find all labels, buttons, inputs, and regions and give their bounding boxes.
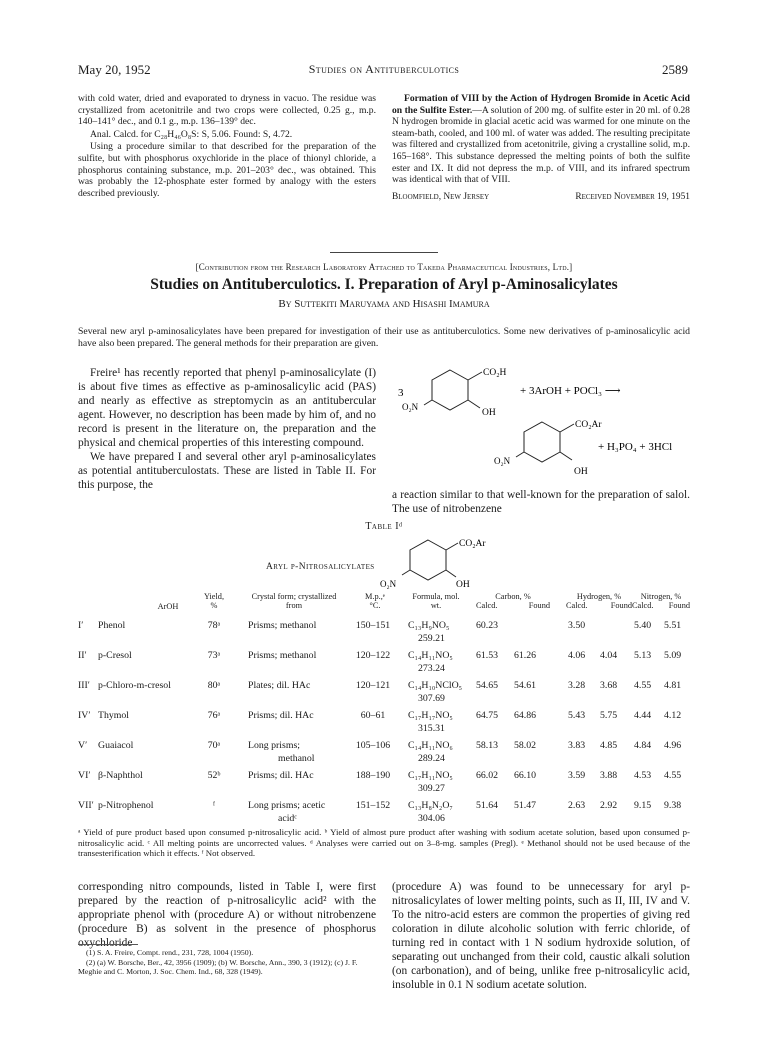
cell-h-calc: 3.83 [568, 740, 586, 751]
prev-paragraph: with cold water, dried and evaporated to dryness in vacuo. The residue was crystallized from acetonitrile and two crops were collected, 0.25 g., m.p. 140–141° dec., and 0.1 g., m.p. 136–139° dec. [78, 93, 376, 128]
cell-h-calc: 3.59 [568, 770, 586, 781]
cell-c-calc: 64.75 [476, 710, 499, 721]
cell-crystal-cont: acidᶜ [278, 813, 297, 824]
cell-n-calc: 4.84 [634, 740, 652, 751]
cell-h-found: 3.88 [600, 770, 618, 781]
running-title: Studies on Antituberculotics [308, 62, 460, 76]
header-hydrogen: Hydrogen, % [576, 592, 622, 601]
intro-paragraph-1: Freire¹ has recently reported that phenyl p-aminosalicylate (I) is about five times as effective as p-aminosalicylic acid (PAS) and nearly as effective as streptomycin as an antitubercular agent. However, no description has been made by him of, and no record is present in the literature on, the preparation and the physical and chemical properties of this interesting compound. [78, 367, 376, 449]
intro-right-text: a reaction similar to that well-known for the preparation of salol. The use of nitrobenzene [392, 489, 690, 515]
header-found: Found [528, 601, 550, 611]
cell-formula: C₁₄H₁₀NClO₅ [408, 680, 463, 691]
cell-yield: ᶠ [212, 800, 216, 811]
cell-aroh: Phenol [98, 620, 126, 631]
cell-crystal: Prisms; dil. HAc [248, 710, 314, 721]
cell-no: III′ [78, 680, 90, 691]
cell-mol-wt: 309.27 [418, 783, 445, 794]
cell-c-found: 54.61 [514, 680, 537, 691]
cell-crystal: Prisms; methanol [248, 650, 317, 661]
article-title: Studies on Antituberculotics. I. Preparation of Aryl p-Aminosalicylates [150, 276, 618, 293]
byproducts-text: + H₃PO₄ + 3HCl [598, 441, 673, 453]
cell-aroh: Guaiacol [98, 740, 134, 751]
table-row [78, 650, 690, 680]
cell-c-calc: 58.13 [476, 740, 499, 751]
header-yield: Yield, % [203, 592, 225, 611]
header-calcd: Calcd. [632, 601, 654, 611]
cell-crystal: Plates; dil. HAc [248, 680, 311, 691]
cell-h-found: 4.04 [600, 650, 618, 661]
reactant-oh-label: OH [482, 408, 496, 418]
cell-h-calc: 2.63 [568, 800, 586, 811]
table-benzene-ring [402, 540, 458, 580]
intro-paragraph-2: We have prepared I and several other aryl p-aminosalicylates as potential antituberculostats. These are listed in Table II. For this purpose, the [78, 451, 376, 491]
cell-h-calc: 5.43 [568, 710, 586, 721]
cell-formula: C₁₃H₈N₂O₇ [408, 800, 453, 811]
cell-mol-wt: 273.24 [418, 663, 445, 674]
prev-paragraph: Using a procedure similar to that described for the preparation of the sulfite, but with phosphorus oxychloride in the place of thionyl chloride, a phosphorus containing substance, m.p. 201–203° dec., was obtained. This was probably the 12-phosphate ester formed by analogy with the esters described previously. [78, 141, 376, 199]
cell-aroh: p-Nitrophenol [98, 800, 154, 811]
footnote-rule [78, 944, 138, 945]
cell-yield: 76ᵃ [207, 710, 221, 721]
abstract: Several new aryl p-aminosalicylates have been prepared for investigation of their use as antituberculotics. Some new derivatives of p-aminosalicylic acid have also been prepared. The general methods for their preparation are given. [78, 326, 690, 349]
cell-c-calc: 61.53 [476, 650, 499, 661]
cell-c-calc: 60.23 [476, 620, 499, 631]
cell-n-found: 4.12 [664, 710, 682, 721]
header-carbon: Carbon, % [495, 592, 531, 601]
reference-item: (1) S. A. Freire, Compt. rend., 231, 728, 1004 (1950). [86, 948, 254, 957]
cell-mp: 150–151 [355, 620, 391, 631]
cell-c-found: 58.02 [514, 740, 537, 751]
cell-h-calc: 3.50 [568, 620, 586, 631]
received-date: Received November 19, 1951 [575, 191, 690, 202]
affiliation-place: Bloomfield, New Jersey [392, 191, 490, 202]
cell-no: IV′ [78, 710, 91, 721]
cell-mol-wt: 315.31 [418, 723, 445, 734]
product-o2n-label: O₂N [494, 456, 511, 466]
cell-mp: 120–122 [355, 650, 391, 661]
table-co2ar-label: CO₂Ar [459, 539, 486, 549]
product-benzene-ring [516, 422, 574, 462]
cell-formula: C₁₇H₁₁NO₅ [408, 770, 453, 781]
table-footnotes: ᵃ Yield of pure product based upon consumed p-nitrosalicylic acid. ᵇ Yield of almost pure product after washing with sodium acetate solution, based upon consumed p-nitrosalicylic acid. ᶜ All melting points are uncorrected values. ᵈ Analyses were carried out on 3–8-mg. samples (Pregl). ᵉ Methanol should not be used because of the transesterification which it effects. ᶠ Not observed. [78, 827, 690, 858]
header-formula: Formula, mol. wt. [412, 592, 460, 611]
table-label: Table Iᵈ [365, 521, 403, 532]
bottom-left-text: corresponding nitro compounds, listed in Table I, were first prepared by the reaction of p-nitrosalicylic acid² with the appropriate phenol with (procedure A) or without nitrobenzene (procedure B) as solvent in the presence of phosphorus oxychloride [78, 881, 376, 949]
prev-article-right-column [392, 93, 690, 203]
cell-yield: 73ᵃ [207, 650, 221, 661]
cell-mol-wt: 304.06 [418, 813, 445, 824]
cell-crystal: Long prisms; [248, 740, 300, 751]
table-row [78, 740, 690, 770]
intro-left-column [78, 366, 376, 492]
cell-aroh: p-Cresol [98, 650, 132, 661]
cell-n-found: 4.81 [664, 680, 682, 691]
table-row [78, 710, 690, 740]
header-found: Found [668, 601, 690, 611]
references [78, 948, 376, 977]
cell-mp: 120–121 [355, 680, 391, 691]
cell-aroh: β-Naphthol [98, 770, 143, 781]
table-structure [348, 532, 508, 596]
table-oh-label: OH [456, 580, 470, 590]
cell-formula: C₁₃H₉NO₅ [408, 620, 450, 631]
cell-h-calc: 4.06 [568, 650, 586, 661]
product-oh-label: OH [574, 467, 588, 477]
cell-mp: 60–61 [360, 710, 386, 721]
cell-h-found: 4.85 [600, 740, 618, 751]
cell-crystal: Prisms; methanol [248, 620, 317, 631]
header-date: May 20, 1952 [78, 62, 151, 77]
contribution-line: [Contribution from the Research Laboratory Attached to Takeda Pharmaceutical Industries, Ltd.] [195, 262, 573, 272]
cell-h-found: 3.68 [600, 680, 618, 691]
header-calcd: Calcd. [476, 601, 498, 611]
header-found: Found [610, 601, 632, 611]
prev-section-text: —A solution of 200 mg. of sulfite ester in 20 ml. of 0.28 N hydrogen bromide in glacial acetic acid was warmed for one minute on the steam-bath, cooled, and 100 ml. of water was added. The resulting precipitate was filtered and crystallized from acetonitrile, giving a crystalline solid, m.p. 165–168°. This substance depressed the melting points of both the sulfite ester and IX. It did not depress the m.p. of VIII, and its infrared spectrum was identical with that of VIII. [392, 104, 690, 186]
table-row [78, 680, 690, 710]
cell-n-found: 4.55 [664, 770, 682, 781]
cell-crystal-cont: methanol [278, 753, 315, 764]
cell-yield: 70ᵃ [207, 740, 221, 751]
cell-c-calc: 54.65 [476, 680, 499, 691]
table-body [78, 620, 690, 830]
cell-c-calc: 51.64 [476, 800, 499, 811]
reagents-text: + 3ArOH + POCl₃ ⟶ [520, 385, 621, 397]
cell-mp: 188–190 [355, 770, 391, 781]
cell-no: VII′ [78, 800, 94, 811]
prev-section-heading: Formation of VIII by the Action of Hydrogen Bromide in Acetic Acid on the Sulfite Ester. [392, 93, 690, 116]
reference-item: (2) (a) W. Borsche, Ber., 42, 3956 (1909); (b) W. Borsche, Ann., 390, 3 (1912); (c) J. F. Meghie and C. Morton, J. Soc. Chem. Ind., 68, 328 (1949). [78, 957, 358, 977]
cell-yield: 80ᵃ [207, 680, 221, 691]
cell-n-calc: 4.55 [634, 680, 652, 691]
cell-h-calc: 3.28 [568, 680, 586, 691]
cell-no: I′ [78, 620, 84, 631]
table-o2n-label: O₂N [380, 579, 397, 589]
cell-c-found: 66.10 [514, 770, 537, 781]
table-row [78, 620, 690, 650]
cell-n-calc: 9.15 [634, 800, 652, 811]
header-crystal-form: Crystal form; crystallized from [251, 592, 337, 611]
cell-yield: 78ᵃ [207, 620, 221, 631]
reactant-o2n-label: O₂N [402, 402, 419, 412]
cell-h-found: 5.75 [600, 710, 618, 721]
table-row [78, 770, 690, 800]
reaction-scheme [390, 360, 700, 488]
cell-n-found: 5.09 [664, 650, 682, 661]
reactant-benzene-ring [424, 370, 482, 410]
header-mp: M.p.,ᵉ °C. [365, 592, 385, 611]
article-divider [330, 252, 438, 253]
cell-c-calc: 66.02 [476, 770, 499, 781]
product-co2ar-label: CO₂Ar [575, 420, 602, 430]
reactant-coefficient: 3 [398, 387, 404, 399]
header-calcd: Calcd. [566, 601, 588, 611]
cell-aroh: p-Chloro-m-cresol [98, 680, 171, 691]
cell-c-found: 51.47 [514, 800, 537, 811]
header-aroh: ArOH [157, 602, 179, 611]
cell-n-calc: 4.44 [634, 710, 652, 721]
cell-yield: 52ᵇ [207, 770, 221, 781]
cell-mol-wt: 259.21 [418, 633, 445, 644]
page-number: 2589 [662, 62, 688, 77]
table-row [78, 800, 690, 830]
cell-no: VI′ [78, 770, 91, 781]
cell-h-found: 2.92 [600, 800, 618, 811]
prev-analysis: Anal. Calcd. for C₂₈H₄₆O₈S: S, 5.06. Found: S, 4.72. [90, 128, 293, 140]
bottom-right-text: (procedure A) was found to be unnecessary for aryl p-nitrosalicylates of lower melting points, such as II, III, IV and V. To the nitro-acid esters are common the properties of giving red coloration in dilute alcoholic solution with ferric chloride, of turning red in contact with 1 N sodium hydroxide solution, of separating out unchanged from their cold, caustic alkali solution (on carbonation), and of being, unlike free p-nitrosalicylic acid, insoluble in 0.1 N sodium acetate solution. [392, 881, 690, 991]
table-header [78, 592, 690, 618]
cell-n-found: 4.96 [664, 740, 682, 751]
cell-mol-wt: 307.69 [418, 693, 445, 704]
cell-mp: 151–152 [355, 800, 391, 811]
cell-n-calc: 5.13 [634, 650, 652, 661]
cell-no: V′ [78, 740, 88, 751]
reactant-co2h-label: CO₂H [483, 368, 507, 378]
table-subtitle: Aryl p-Nitrosalicylates [266, 562, 375, 572]
cell-n-found: 9.38 [664, 800, 682, 811]
prev-article-left-column [78, 93, 376, 199]
cell-n-calc: 4.53 [634, 770, 652, 781]
cell-c-found: 61.26 [514, 650, 537, 661]
cell-crystal: Long prisms; acetic [248, 800, 326, 811]
cell-formula: C₁₇H₁₇NO₅ [408, 710, 453, 721]
cell-c-found: 64.86 [514, 710, 537, 721]
cell-formula: C₁₄H₁₁NO₆ [408, 740, 453, 751]
byline: By Suttekiti Maruyama and Hisashi Imamura [278, 298, 490, 310]
cell-mp: 105–106 [355, 740, 391, 751]
cell-aroh: Thymol [98, 710, 130, 721]
cell-formula: C₁₄H₁₁NO₅ [408, 650, 453, 661]
cell-crystal: Prisms; dil. HAc [248, 770, 314, 781]
cell-mol-wt: 289.24 [418, 753, 445, 764]
cell-n-calc: 5.40 [634, 620, 652, 631]
header-nitrogen: Nitrogen, % [640, 592, 682, 601]
cell-n-found: 5.51 [664, 620, 682, 631]
cell-no: II′ [78, 650, 87, 661]
